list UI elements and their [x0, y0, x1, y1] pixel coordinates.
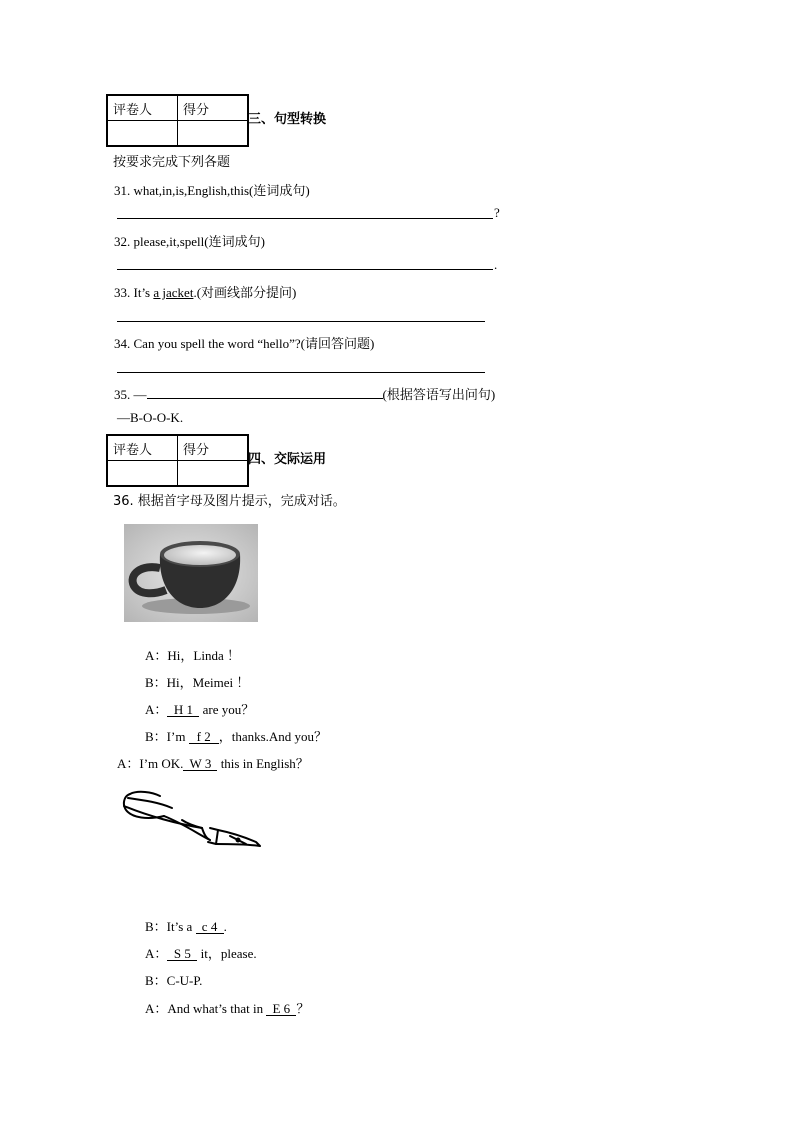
table-header-grader: 评卷人	[107, 435, 178, 461]
dialogue-text: are you？	[199, 702, 255, 717]
fill-blank-2[interactable]: f 2	[189, 730, 219, 744]
speaker-label: B：	[145, 919, 167, 934]
section3-title: 三、句型转换	[248, 112, 327, 127]
dialogue-text: it，please.	[197, 946, 257, 961]
dialogue-text: ，thanks.And you？	[218, 729, 328, 744]
fill-blank-5[interactable]: S 5	[167, 947, 197, 961]
dialogue-text: Hi，Linda ！	[167, 648, 240, 663]
table-cell-grader	[107, 121, 178, 147]
dialogue-text: I’m	[166, 729, 189, 744]
table-header-score: 得分	[178, 435, 249, 461]
dialogue-text: C-U-P.	[166, 973, 203, 988]
fill-blank-6[interactable]: E 6	[266, 1002, 296, 1016]
score-table-section4	[106, 434, 249, 487]
question-36: 36. 根据首字母及图片提示，完成对话。	[113, 494, 346, 509]
question-33	[114, 282, 296, 301]
dialogue-text: .	[223, 919, 227, 934]
question-33-post: .(对画线部分提问)	[193, 285, 297, 300]
answer-line-31[interactable]	[117, 218, 493, 219]
answer-32-end: .	[494, 257, 498, 272]
speaker-label: A：	[145, 1001, 168, 1016]
question-31: 31. what,in,is,English,this(连词成句)	[114, 183, 310, 198]
dialogue-line-5	[117, 753, 309, 772]
answer-line-33[interactable]	[117, 321, 485, 322]
answer-line-34[interactable]	[117, 372, 485, 373]
score-table-section3	[106, 94, 249, 147]
dialogue-text: I’m OK.	[139, 756, 184, 771]
table-cell-grader	[107, 461, 178, 487]
question-35-post: (根据答语写出问句)	[382, 387, 496, 402]
dialogue-line-2	[145, 672, 249, 691]
dialogue-line-4	[145, 726, 327, 745]
speaker-label: B：	[145, 675, 167, 690]
speaker-label: B：	[145, 973, 167, 988]
question-33-pre: 33. It’s	[114, 285, 154, 300]
speaker-label: A：	[117, 756, 140, 771]
fill-blank-3[interactable]: W 3	[183, 757, 217, 771]
question-34: 34. Can you spell the word “hello”?(请回答问题)	[114, 336, 375, 351]
dialogue-text: Hi，Meimei ！	[166, 675, 250, 690]
table-header-score: 得分	[178, 95, 249, 121]
dialogue-text: this in English？	[217, 756, 309, 771]
cup-image	[124, 524, 258, 622]
dialogue-text: It’s a	[166, 919, 196, 934]
question-35	[114, 384, 495, 403]
question-35-answer: —B-O-O-K.	[117, 410, 184, 425]
section3-instruction: 按要求完成下列各题	[113, 155, 231, 170]
question-32: 32. please,it,spell(连词成句)	[114, 234, 265, 249]
table-cell-score	[178, 461, 249, 487]
answer-line-32[interactable]	[117, 269, 493, 270]
dialogue-line-7	[145, 943, 257, 962]
speaker-label: A：	[145, 648, 168, 663]
speaker-label: A：	[145, 702, 168, 717]
table-header-grader: 评卷人	[107, 95, 178, 121]
dialogue-line-3	[145, 699, 254, 718]
section4-title: 四、交际运用	[248, 452, 327, 467]
pen-image	[118, 786, 264, 850]
question-33-underlined: a jacket	[153, 285, 194, 300]
dialogue-text: And what’s that in	[167, 1001, 267, 1016]
question-35-pre: 35. —	[114, 387, 147, 402]
speaker-label: B：	[145, 729, 167, 744]
dialogue-line-8	[145, 970, 202, 989]
dialogue-line-6	[145, 916, 227, 935]
speaker-label: A：	[145, 946, 168, 961]
dialogue-text: ？	[296, 1001, 310, 1016]
answer-31-end: ?	[494, 205, 500, 220]
answer-line-35[interactable]	[147, 386, 383, 399]
fill-blank-1[interactable]: H 1	[167, 703, 199, 717]
table-cell-score	[178, 121, 249, 147]
fill-blank-4[interactable]: c 4	[196, 920, 224, 934]
dialogue-line-1	[145, 645, 240, 664]
dialogue-line-9	[145, 998, 309, 1017]
